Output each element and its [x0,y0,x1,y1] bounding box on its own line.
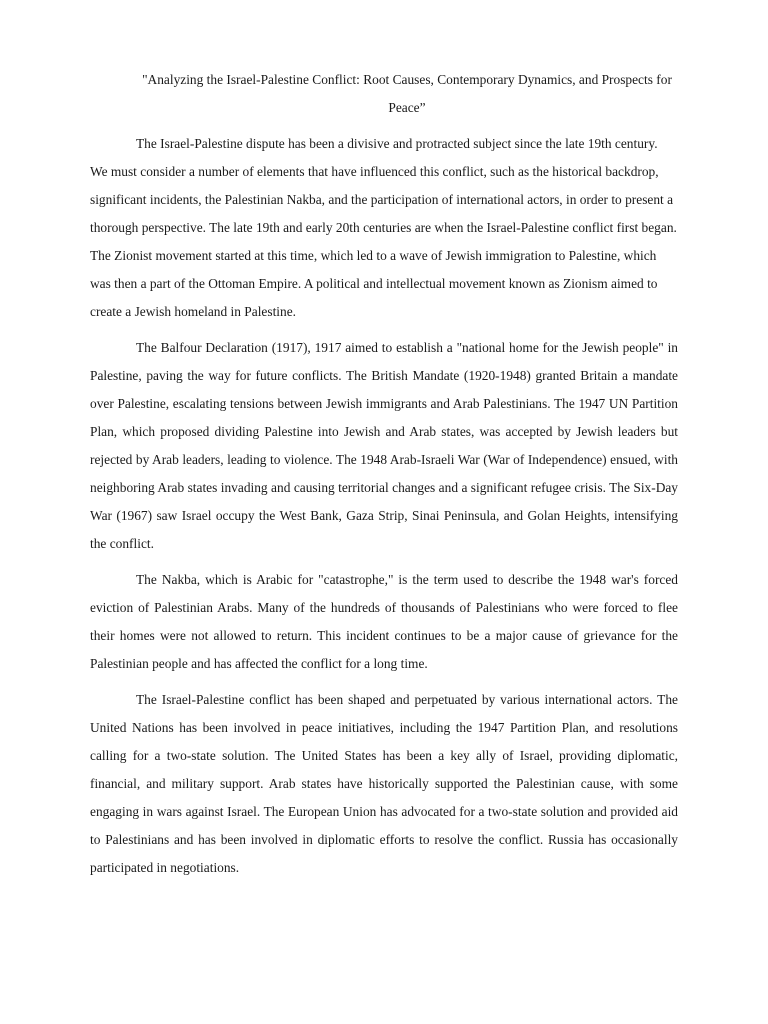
document-body [90,130,678,890]
paragraph-intro: The Israel-Palestine dispute has been a divisive and protracted subject since the late 19th century. We must consider a number of elements that have influenced this conflict, such as the historical backdrop, significant incidents, the Palestinian Nakba, and the participation of international actors, in order to present a thorough perspective. The late 19th and early 20th centuries are when the Israel-Palestine conflict first began. The Zionist movement started at this time, which led to a wave of Jewish immigration to Palestine, which was then a part of the Ottoman Empire. A political and intellectual movement known as Zionism aimed to create a Jewish homeland in Palestine. [90,136,677,319]
document-title: "Analyzing the Israel-Palestine Conflict: Root Causes, Contemporary Dynamics, and Prospects for Peace” [142,72,672,115]
paragraph-international-actors: The Israel-Palestine conflict has been shaped and perpetuated by various international actors. The United Nations has been involved in peace initiatives, including the 1947 Partition Plan, and resolutions calling for a two-state solution. The United States has been a key ally of Israel, providing diplomatic, financial, and military support. Arab states have historically supported the Palestinian cause, with some engaging in wars against Israel. The European Union has advocated for a two-state solution and provided aid to Palestinians and has been involved in diplomatic efforts to resolve the conflict. Russia has occasionally participated in negotiations. [90,692,678,875]
paragraph-historical-events: The Balfour Declaration (1917), 1917 aimed to establish a "national home for the Jewish people" in Palestine, paving the way for future conflicts. The British Mandate (1920-1948) granted Britain a mandate over Palestine, escalating tensions between Jewish immigrants and Arab Palestinians. The 1947 UN Partition Plan, which proposed dividing Palestine into Jewish and Arab states, was accepted by Jewish leaders but rejected by Arab leaders, leading to violence. The 1948 Arab-Israeli War (War of Independence) ensued, with neighboring Arab states invading and causing territorial changes and a significant refugee crisis. The Six-Day War (1967) saw Israel occupy the West Bank, Gaza Strip, Sinai Peninsula, and Golan Heights, intensifying the conflict. [90,340,678,551]
paragraph-nakba: The Nakba, which is Arabic for "catastrophe," is the term used to describe the 1948 war's forced eviction of Palestinian Arabs. Many of the hundreds of thousands of Palestinians who were forced to flee their homes were not allowed to return. This incident continues to be a major cause of grievance for the Palestinian people and has affected the conflict for a long time. [90,572,678,671]
